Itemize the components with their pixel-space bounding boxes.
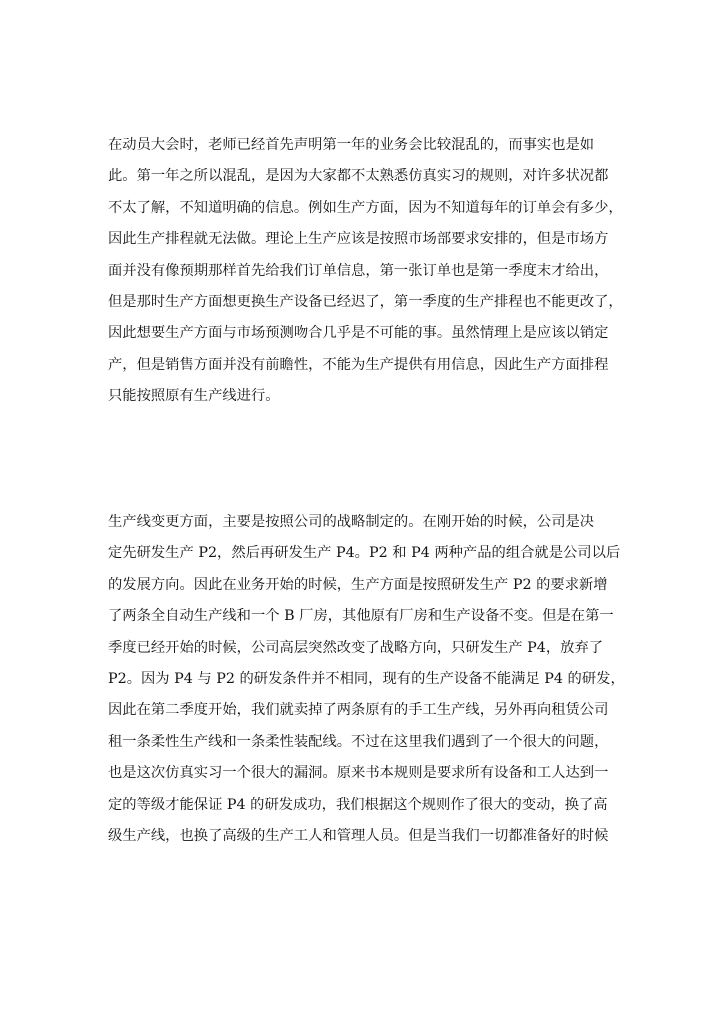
text-line: 季度已经开始的时候，公司高层突然改变了战略方向，只研发生产 P4，放弃了 (108, 639, 604, 656)
text-line: 在动员大会时，老师已经首先声明第一年的业务会比较混乱的，而事实也是如 (108, 137, 595, 153)
text-line: 只能按照原有生产线进行。 (108, 388, 280, 405)
text-line: 定的等级才能保证 P4 的研发成功，我们根据这个规则作了很大的变动，换了高 (108, 796, 608, 813)
text-line: 级生产线，也换了高级的生产工人和管理人员。但是当我们一切都准备好的时候 (108, 827, 609, 844)
text-line: 的发展方向。因此在业务开始的时候，生产方面是按照研发生产 P2 的要求新增 (108, 576, 608, 593)
paragraph-production-line-changes (108, 507, 625, 852)
text-line: 此。第一年之所以混乱，是因为大家都不太熟悉仿真实习的规则，对许多状况都 (108, 168, 609, 185)
text-line: 不太了解，不知道明确的信息。例如生产方面，因为不知道每年的订单会有多少， (108, 199, 623, 216)
text-line: 了两条全自动生产线和一个 B 厂房，其他原有厂房和生产设备不变。但是在第一 (108, 608, 614, 625)
paragraph-first-year-business (108, 130, 623, 413)
text-line: 租一条柔性生产线和一条柔性装配线。不过在这里我们遇到了一个很大的问题， (108, 733, 609, 750)
text-line: 产，但是销售方面并没有前瞻性，不能为生产提供有用信息，因此生产方面排程 (108, 356, 609, 373)
text-line: 生产线变更方面，主要是按照公司的战略制定的。在刚开始的时候，公司是决 (108, 514, 595, 530)
text-line: 也是这次仿真实习一个很大的漏洞。原来书本规则是要求所有设备和工人达到一 (108, 765, 609, 782)
text-line: 面并没有像预期那样首先给我们订单信息，第一张订单也是第一季度末才给出， (108, 262, 609, 279)
text-line: 因此生产排程就无法做。理论上生产应该是按照市场部要求安排的，但是市场方 (108, 231, 609, 248)
text-line: 因此想要生产方面与市场预测吻合几乎是不可能的事。虽然情理上是应该以销定 (108, 325, 609, 342)
text-line: P2。因为 P4 与 P2 的研发条件并不相同，现有的生产设备不能满足 P4 的研发， (108, 670, 625, 687)
text-line: 因此在第二季度开始，我们就卖掉了两条原有的手工生产线，另外再向租赁公司 (108, 702, 609, 719)
text-line: 定先研发生产 P2，然后再研发生产 P4。P2 和 P4 两种产品的组合就是公司以后 (108, 545, 621, 562)
text-line: 但是那时生产方面想更换生产设备已经迟了，第一季度的生产排程也不能更改了， (108, 293, 623, 310)
